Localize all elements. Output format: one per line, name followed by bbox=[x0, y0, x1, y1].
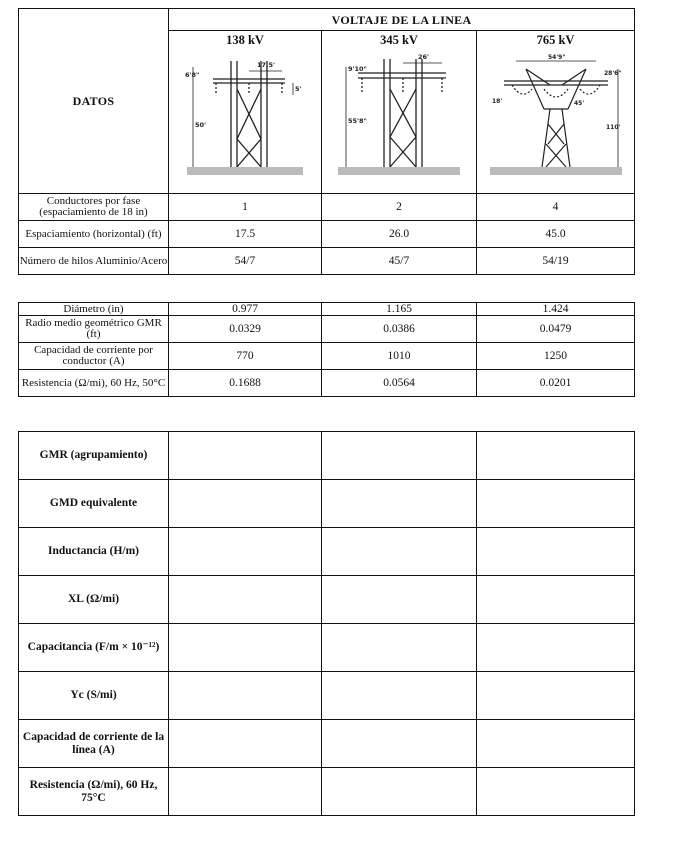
tower-765-diagram bbox=[486, 49, 626, 181]
cell-value: 0.0329 bbox=[169, 316, 322, 343]
datos-header: DATOS bbox=[19, 9, 169, 194]
row-label: Yc (S/mi) bbox=[19, 672, 169, 720]
empty-cell bbox=[477, 480, 635, 528]
voltage-345-label: 345 kV bbox=[380, 33, 418, 47]
cell-value: 0.977 bbox=[169, 303, 322, 316]
row-label: Capacitancia (F/m × 10⁻¹²) bbox=[19, 624, 169, 672]
tower-138-diagram bbox=[183, 49, 308, 181]
voltage-138-label: 138 kV bbox=[226, 33, 264, 47]
empty-cell bbox=[322, 528, 477, 576]
empty-cell bbox=[477, 768, 635, 816]
empty-cell bbox=[477, 720, 635, 768]
cell-value: 1010 bbox=[322, 343, 477, 370]
cell-value: 0.0564 bbox=[322, 370, 477, 397]
empty-cell bbox=[322, 720, 477, 768]
tower-765-w2-label: 45' bbox=[573, 100, 584, 107]
empty-cell bbox=[322, 480, 477, 528]
cell-value: 54/19 bbox=[477, 248, 635, 275]
tower-765-d-label: 18' bbox=[491, 98, 502, 105]
row-label: XL (Ω/mi) bbox=[19, 576, 169, 624]
voltage-138-cell bbox=[169, 31, 322, 194]
cell-value: 2 bbox=[322, 194, 477, 221]
empty-cell bbox=[322, 672, 477, 720]
cell-value: 1.165 bbox=[322, 303, 477, 316]
row-label: Número de hilos Aluminio/Acero bbox=[19, 248, 169, 275]
results-table bbox=[18, 431, 635, 816]
row-label: Inductancia (H/m) bbox=[19, 528, 169, 576]
cell-value: 4 bbox=[477, 194, 635, 221]
empty-cell bbox=[169, 720, 322, 768]
cell-value: 26.0 bbox=[322, 221, 477, 248]
empty-cell bbox=[169, 576, 322, 624]
tower-138-d-label: 5' bbox=[294, 85, 302, 93]
empty-cell bbox=[169, 672, 322, 720]
empty-cell bbox=[477, 624, 635, 672]
empty-cell bbox=[322, 432, 477, 480]
cell-value: 0.0386 bbox=[322, 316, 477, 343]
cell-value: 17.5 bbox=[169, 221, 322, 248]
row-label: Capacidad de corriente de la línea (A) bbox=[19, 720, 169, 768]
tower-345-h-label: 9'10" bbox=[348, 65, 367, 73]
tower-138-w-label: 17.5' bbox=[256, 61, 275, 69]
row-label: Resistencia (Ω/mi), 60 Hz, 50°C bbox=[19, 370, 169, 397]
voltage-765-cell bbox=[477, 31, 635, 194]
row-label: GMD equivalente bbox=[19, 480, 169, 528]
cell-value: 1 bbox=[169, 194, 322, 221]
voltage-345-cell bbox=[322, 31, 477, 194]
row-label: Radio medio geométrico GMR (ft) bbox=[19, 316, 169, 343]
empty-cell bbox=[169, 768, 322, 816]
row-label: Conductores por fase (espaciamiento de 18 in) bbox=[19, 194, 169, 221]
row-label: Capacidad de corriente por conductor (A) bbox=[19, 343, 169, 370]
empty-cell bbox=[169, 624, 322, 672]
row-label: Diámetro (in) bbox=[19, 303, 169, 316]
cell-value: 1.424 bbox=[477, 303, 635, 316]
empty-cell bbox=[169, 432, 322, 480]
empty-cell bbox=[477, 576, 635, 624]
cell-value: 0.1688 bbox=[169, 370, 322, 397]
empty-cell bbox=[477, 528, 635, 576]
cell-value: 45.0 bbox=[477, 221, 635, 248]
empty-cell bbox=[169, 528, 322, 576]
row-label: GMR (agrupamiento) bbox=[19, 432, 169, 480]
row-label: Resistencia (Ω/mi), 60 Hz, 75°C bbox=[19, 768, 169, 816]
empty-cell bbox=[477, 672, 635, 720]
conductor-data-table bbox=[18, 302, 635, 397]
tower-345-w-label: 26' bbox=[418, 53, 430, 61]
empty-cell bbox=[322, 768, 477, 816]
empty-cell bbox=[477, 432, 635, 480]
tower-138-h-label: 6'8" bbox=[184, 71, 199, 79]
tower-765-base-label: 110' bbox=[605, 124, 620, 131]
cell-value: 45/7 bbox=[322, 248, 477, 275]
empty-cell bbox=[322, 624, 477, 672]
voltage-765-label: 765 kV bbox=[536, 33, 575, 47]
cell-value: 1250 bbox=[477, 343, 635, 370]
tower-765-w-label: 54'9" bbox=[547, 54, 566, 61]
line-data-table bbox=[18, 8, 635, 275]
tower-345-diagram bbox=[334, 49, 464, 181]
cell-value: 54/7 bbox=[169, 248, 322, 275]
tower-765-h-label: 28'6" bbox=[603, 70, 622, 77]
cell-value: 0.0479 bbox=[477, 316, 635, 343]
voltaje-header: VOLTAJE DE LA LINEA bbox=[169, 9, 635, 31]
cell-value: 770 bbox=[169, 343, 322, 370]
empty-cell bbox=[322, 576, 477, 624]
row-label: Espaciamiento (horizontal) (ft) bbox=[19, 221, 169, 248]
tower-138-base-label: 50' bbox=[194, 121, 206, 129]
empty-cell bbox=[169, 480, 322, 528]
cell-value: 0.0201 bbox=[477, 370, 635, 397]
tower-345-base-label: 55'8" bbox=[348, 117, 367, 125]
